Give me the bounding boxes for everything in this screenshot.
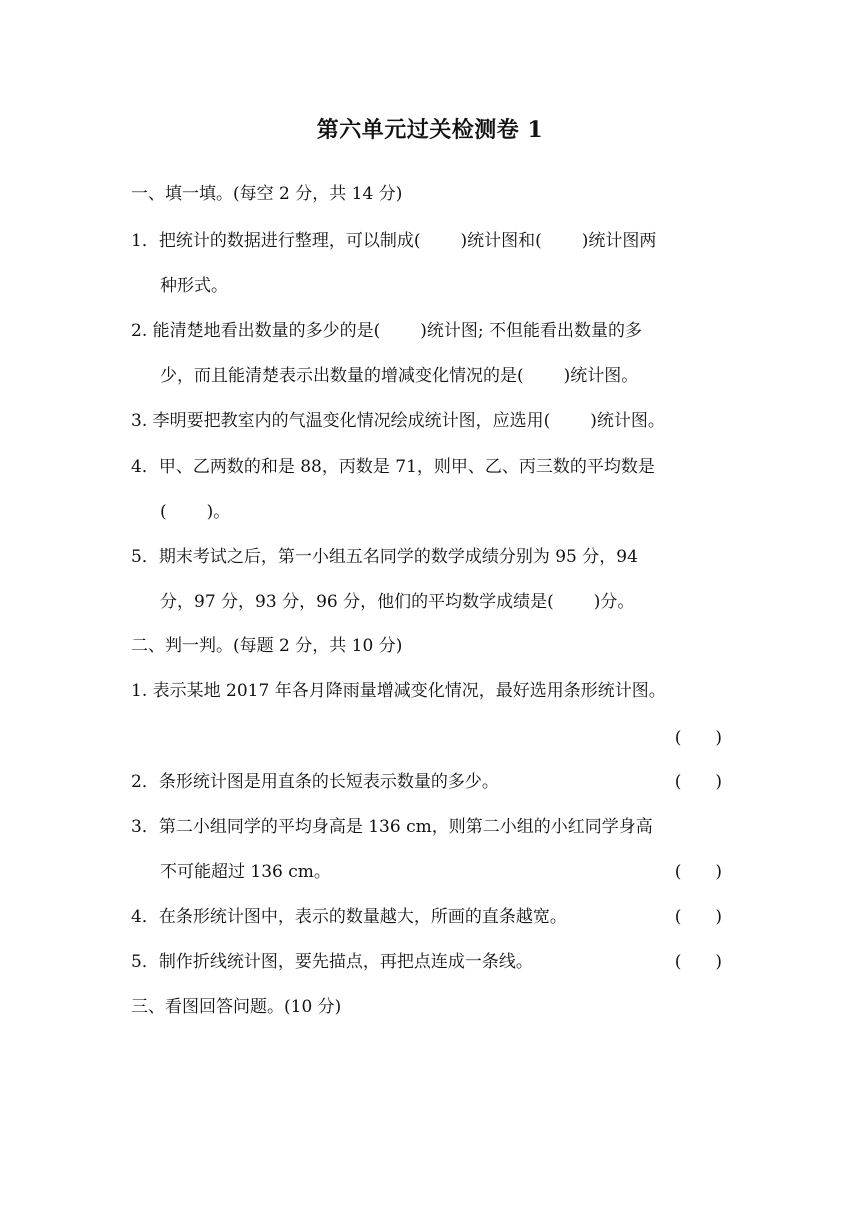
section1-heading: 一、填一填。(每空 2 分，共 14 分) xyxy=(131,184,403,204)
s2-q2-answer-paren[interactable]: ( ) xyxy=(674,772,722,792)
s1-q5-text-c: )分。 xyxy=(593,592,635,612)
s1-q3-text-a: 3. 李明要把教室内的气温变化情况绘成统计图，应选用( xyxy=(131,411,551,431)
s2-q3-line2: 不可能超过 136 cm。 xyxy=(160,862,331,882)
s2-q5-answer-paren[interactable]: ( ) xyxy=(674,952,722,972)
page-title: 第六单元过关检测卷 1 xyxy=(316,117,544,143)
s1-q2-line1 xyxy=(131,319,642,343)
s1-q4-text-b: ( xyxy=(160,502,167,522)
s2-q5-text: 5．制作折线统计图，要先描点，再把点连成一条线。 xyxy=(131,952,533,972)
s1-q4-text-c: )。 xyxy=(206,502,231,522)
s1-q2-text-a: 2. 能清楚地看出数量的多少的是( xyxy=(131,321,381,341)
s1-q1-line1 xyxy=(131,229,656,253)
s1-q2-text-c: 少，而且能清楚表示出数量的增减变化情况的是( xyxy=(160,366,524,386)
s1-q2-text-d: )统计图。 xyxy=(563,366,639,386)
s1-q5-line2 xyxy=(160,590,634,614)
s1-q2-line2 xyxy=(160,364,638,388)
s1-q5-text-b: 分，97 分，93 分，96 分，他们的平均数学成绩是( xyxy=(160,592,554,612)
s2-q1-text: 1. 表示某地 2017 年各月降雨量增减变化情况，最好选用条形统计图。 xyxy=(131,681,666,701)
s2-q3-answer-paren[interactable]: ( ) xyxy=(674,862,722,882)
section3-heading: 三、看图回答问题。(10 分) xyxy=(131,997,342,1017)
s1-q1-text-c: )统计图两 xyxy=(581,231,657,251)
s2-q1-answer-paren[interactable]: ( ) xyxy=(674,728,722,748)
section2-heading: 二、判一判。(每题 2 分，共 10 分) xyxy=(131,636,403,656)
s1-q3-text-b: )统计图。 xyxy=(590,411,665,431)
s2-q4-text: 4．在条形统计图中，表示的数量越大，所画的直条越宽。 xyxy=(131,907,567,927)
s2-q2-text: 2．条形统计图是用直条的长短表示数量的多少。 xyxy=(131,772,499,792)
s2-q3-line1: 3．第二小组同学的平均身高是 136 cm，则第二小组的小红同学身高 xyxy=(131,817,653,837)
s1-q3-line1 xyxy=(131,409,665,433)
s1-q4-line2 xyxy=(160,500,230,524)
s1-q1-line2: 种形式。 xyxy=(160,276,228,296)
s1-q4-line1: 4．甲、乙两数的和是 88，丙数是 71，则甲、乙、丙三数的平均数是 xyxy=(131,457,655,477)
s1-q1-text-b: )统计图和( xyxy=(460,231,542,251)
s1-q5-line1: 5．期末考试之后，第一小组五名同学的数学成绩分别为 95 分，94 xyxy=(131,547,638,567)
s1-q2-text-b: )统计图; 不但能看出数量的多 xyxy=(420,321,643,341)
s2-q4-answer-paren[interactable]: ( ) xyxy=(674,907,722,927)
s1-q1-text-a: 1．把统计的数据进行整理，可以制成( xyxy=(131,231,421,251)
